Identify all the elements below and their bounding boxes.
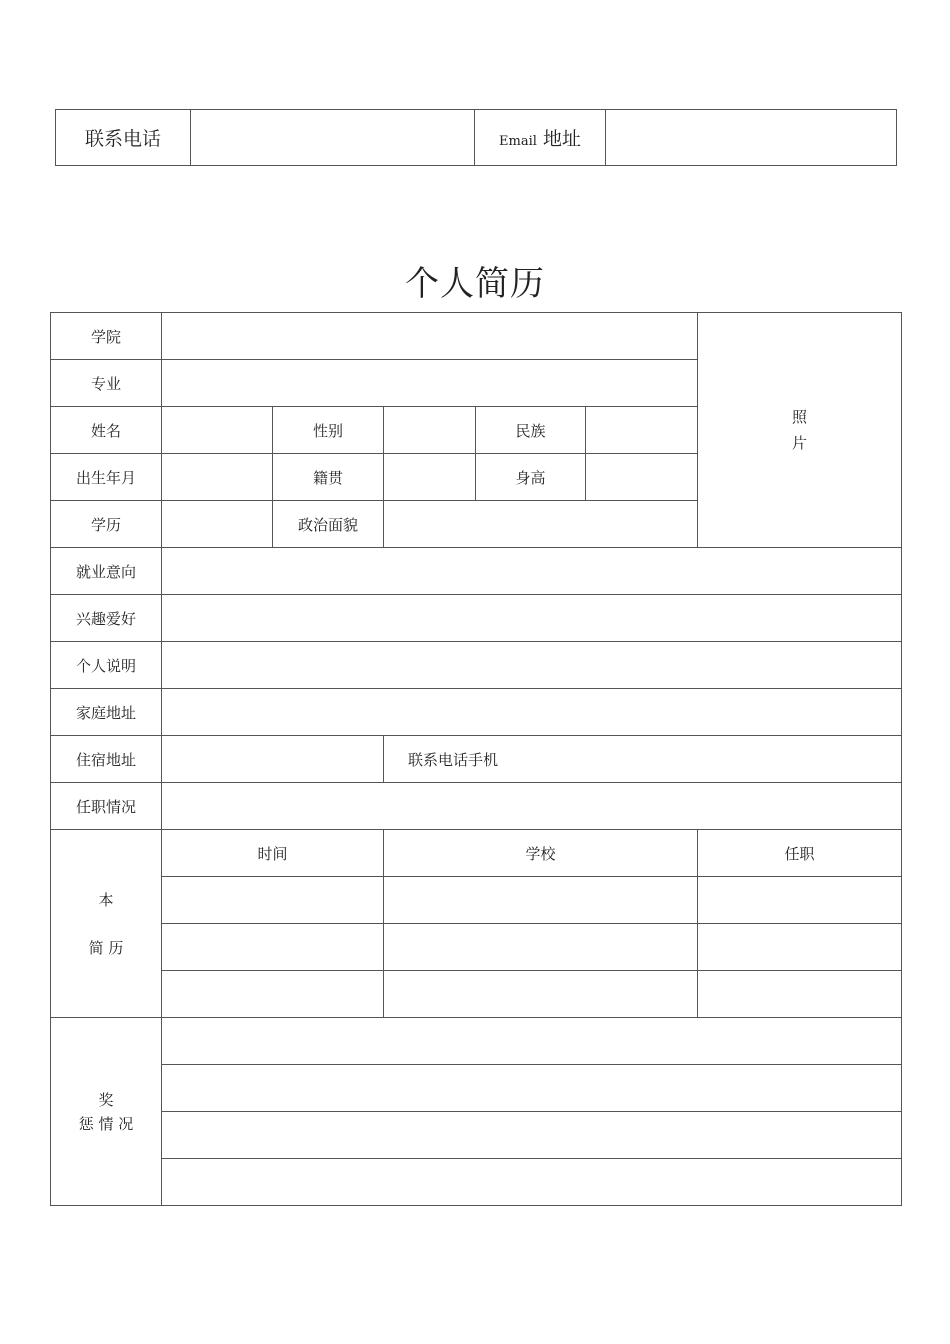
- political-field[interactable]: [384, 501, 698, 548]
- col-time-header: 时间: [162, 830, 384, 877]
- email-field[interactable]: [606, 110, 897, 166]
- resume-time-cell[interactable]: [162, 877, 384, 924]
- phone-field[interactable]: [191, 110, 475, 166]
- awards-row[interactable]: [162, 1159, 902, 1206]
- name-field[interactable]: [162, 407, 273, 454]
- resume-section-label: [51, 830, 162, 1018]
- career-intent-field[interactable]: [162, 548, 902, 595]
- home-address-label: 家庭地址: [51, 689, 162, 736]
- photo-cell[interactable]: [698, 313, 902, 548]
- contact-table: [55, 109, 897, 166]
- resume-label-2: 简 历: [88, 938, 124, 957]
- home-address-field[interactable]: [162, 689, 902, 736]
- ethnicity-field[interactable]: [586, 407, 698, 454]
- ethnicity-label: 民族: [476, 407, 586, 454]
- mobile-label[interactable]: 联系电话手机: [384, 736, 902, 783]
- hobbies-label: 兴趣爱好: [51, 595, 162, 642]
- resume-role-cell[interactable]: [698, 924, 902, 971]
- major-label: 专业: [51, 360, 162, 407]
- col-school-header: 学校: [384, 830, 698, 877]
- education-field[interactable]: [162, 501, 273, 548]
- email-label-suffix: 地址: [542, 128, 581, 150]
- awards-row[interactable]: [162, 1018, 902, 1065]
- birth-field[interactable]: [162, 454, 273, 501]
- resume-time-cell[interactable]: [162, 924, 384, 971]
- resume-role-cell[interactable]: [698, 971, 902, 1018]
- dorm-address-label: 住宿地址: [51, 736, 162, 783]
- height-label: 身高: [476, 454, 586, 501]
- personal-statement-label: 个人说明: [51, 642, 162, 689]
- political-label: 政治面貌: [273, 501, 384, 548]
- resume-time-cell[interactable]: [162, 971, 384, 1018]
- hobbies-field[interactable]: [162, 595, 902, 642]
- photo-label-2: 片: [792, 434, 808, 452]
- awards-label-1: 奖: [98, 1090, 114, 1109]
- resume-role-cell[interactable]: [698, 877, 902, 924]
- resume-school-cell[interactable]: [384, 877, 698, 924]
- birth-label: 出生年月: [51, 454, 162, 501]
- positions-label: 任职情况: [51, 783, 162, 830]
- personal-statement-field[interactable]: [162, 642, 902, 689]
- email-label-prefix: Email: [499, 134, 537, 149]
- dorm-address-field[interactable]: [162, 736, 384, 783]
- positions-field[interactable]: [162, 783, 902, 830]
- education-label: 学历: [51, 501, 162, 548]
- college-field[interactable]: [162, 313, 698, 360]
- resume-form-table: [50, 312, 902, 1206]
- awards-row[interactable]: [162, 1065, 902, 1112]
- native-place-field[interactable]: [384, 454, 476, 501]
- name-label: 姓名: [51, 407, 162, 454]
- resume-school-cell[interactable]: [384, 971, 698, 1018]
- awards-section-label: [51, 1018, 162, 1206]
- col-role-header: 任职: [698, 830, 902, 877]
- native-place-label: 籍贯: [273, 454, 384, 501]
- resume-label-1: 本: [98, 890, 114, 909]
- photo-label-1: 照: [792, 408, 808, 426]
- email-label: [475, 110, 606, 166]
- major-field[interactable]: [162, 360, 698, 407]
- gender-field[interactable]: [384, 407, 476, 454]
- height-field[interactable]: [586, 454, 698, 501]
- resume-school-cell[interactable]: [384, 924, 698, 971]
- page-title: 个人简历: [405, 264, 545, 304]
- awards-label-2: 惩 情 况: [78, 1114, 134, 1133]
- phone-label: 联系电话: [56, 110, 191, 166]
- career-intent-label: 就业意向: [51, 548, 162, 595]
- college-label: 学院: [51, 313, 162, 360]
- awards-row[interactable]: [162, 1112, 902, 1159]
- gender-label: 性别: [273, 407, 384, 454]
